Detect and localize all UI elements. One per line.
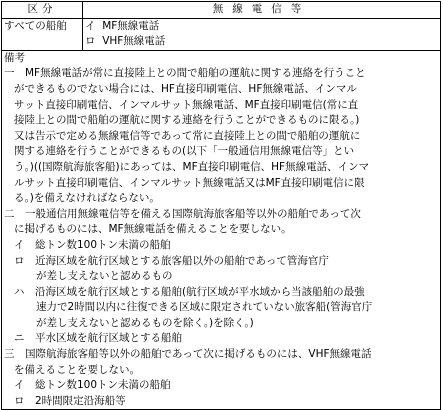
note-line: が差し支えないと認めるものを除く。)を除く。) <box>36 316 254 329</box>
note-line: る。)を備えなければならない。 <box>14 192 160 205</box>
note-line: が差し支えないと認めるもの <box>36 270 173 283</box>
note-line: ルサット直接印刷電信、インマルサット無線電話又はMF直接印刷電信に限 <box>14 176 365 189</box>
notes-title: 備考 <box>4 51 25 64</box>
note-line: を備えることを要しない。 <box>14 363 140 376</box>
note-line: ができるものでない場合には、HF直接印刷電信、HF無線電話、インマル <box>14 82 357 95</box>
note-line: ロ 近海区域を航行区域とする旅客船以外の船舶であって管海官庁 <box>14 254 329 267</box>
note-line: 三 国際航海旅客船等以外の船舶であって次に掲げるものには、VHF無線電話 <box>4 348 372 361</box>
note-line: 又は告示で定める無線電信等であって常に直接陸上との間で船舶の運航に <box>14 129 361 142</box>
table-row <box>2 18 441 50</box>
row-category-cell <box>2 18 83 50</box>
note-line: う。)((国際航海旅客船)にあっては、MF直接印刷電信、HF無線電話、インマ <box>14 160 370 173</box>
header-radio-equipment <box>83 2 441 19</box>
header-radio-equipment-label: 無線電信等 <box>212 3 311 15</box>
header-category-label: 区分 <box>27 3 57 15</box>
notes-cell <box>2 50 441 410</box>
note-line: 関する連絡を行うことができるもの(以下「一般通信用無線電信等」とい <box>14 145 355 158</box>
note-line: に掲げるものには、MF無線電話を備えることを要しない。 <box>14 223 292 236</box>
note-line: 速力で2時間以内に往復できる区域に限定されていない旅客船(管海官庁 <box>36 301 373 314</box>
equipment-item-text: MF無線電話 <box>102 19 160 32</box>
note-line: イ 総トン数100トン未満の船舶 <box>14 238 171 251</box>
row-equipment-cell <box>83 18 441 50</box>
table-header-row <box>2 2 441 19</box>
note-line: サット直接印刷電信、インマルサット無線電話、MF直接印刷電信(常に直 <box>14 98 359 111</box>
note-line: イ 総トン数100トン未満の船舶 <box>14 379 171 392</box>
header-category <box>2 2 83 19</box>
note-line: ニ 平水区域を航行区域とする船舶 <box>14 332 182 345</box>
note-line: 一 MF無線電話が常に直接陸上との間で船舶の運航に関する連絡を行うこと <box>4 67 366 80</box>
regulation-table <box>1 1 441 410</box>
equipment-item-mark: ロ <box>85 35 96 48</box>
equipment-item-mark: イ <box>85 19 96 32</box>
note-line: ハ 沿海区域を航行区域とする船舶(航行区域が平水域から当該船舶の最強 <box>14 285 365 298</box>
note-line: 二 一般通信用無線電信等を備える国際航海旅客船等以外の船舶であって次 <box>4 207 361 220</box>
notes-row <box>2 50 441 410</box>
equipment-item <box>85 19 438 35</box>
note-line: ロ 2時間限定沿海船等 <box>14 394 126 407</box>
equipment-item-text: VHF無線電話 <box>102 35 166 48</box>
note-line: 接陸上との間で船舶の運航に関する連絡を行うことができるものに限る。) <box>14 114 360 127</box>
row-category-label: すべての船舶 <box>4 19 67 32</box>
equipment-item <box>85 34 438 50</box>
